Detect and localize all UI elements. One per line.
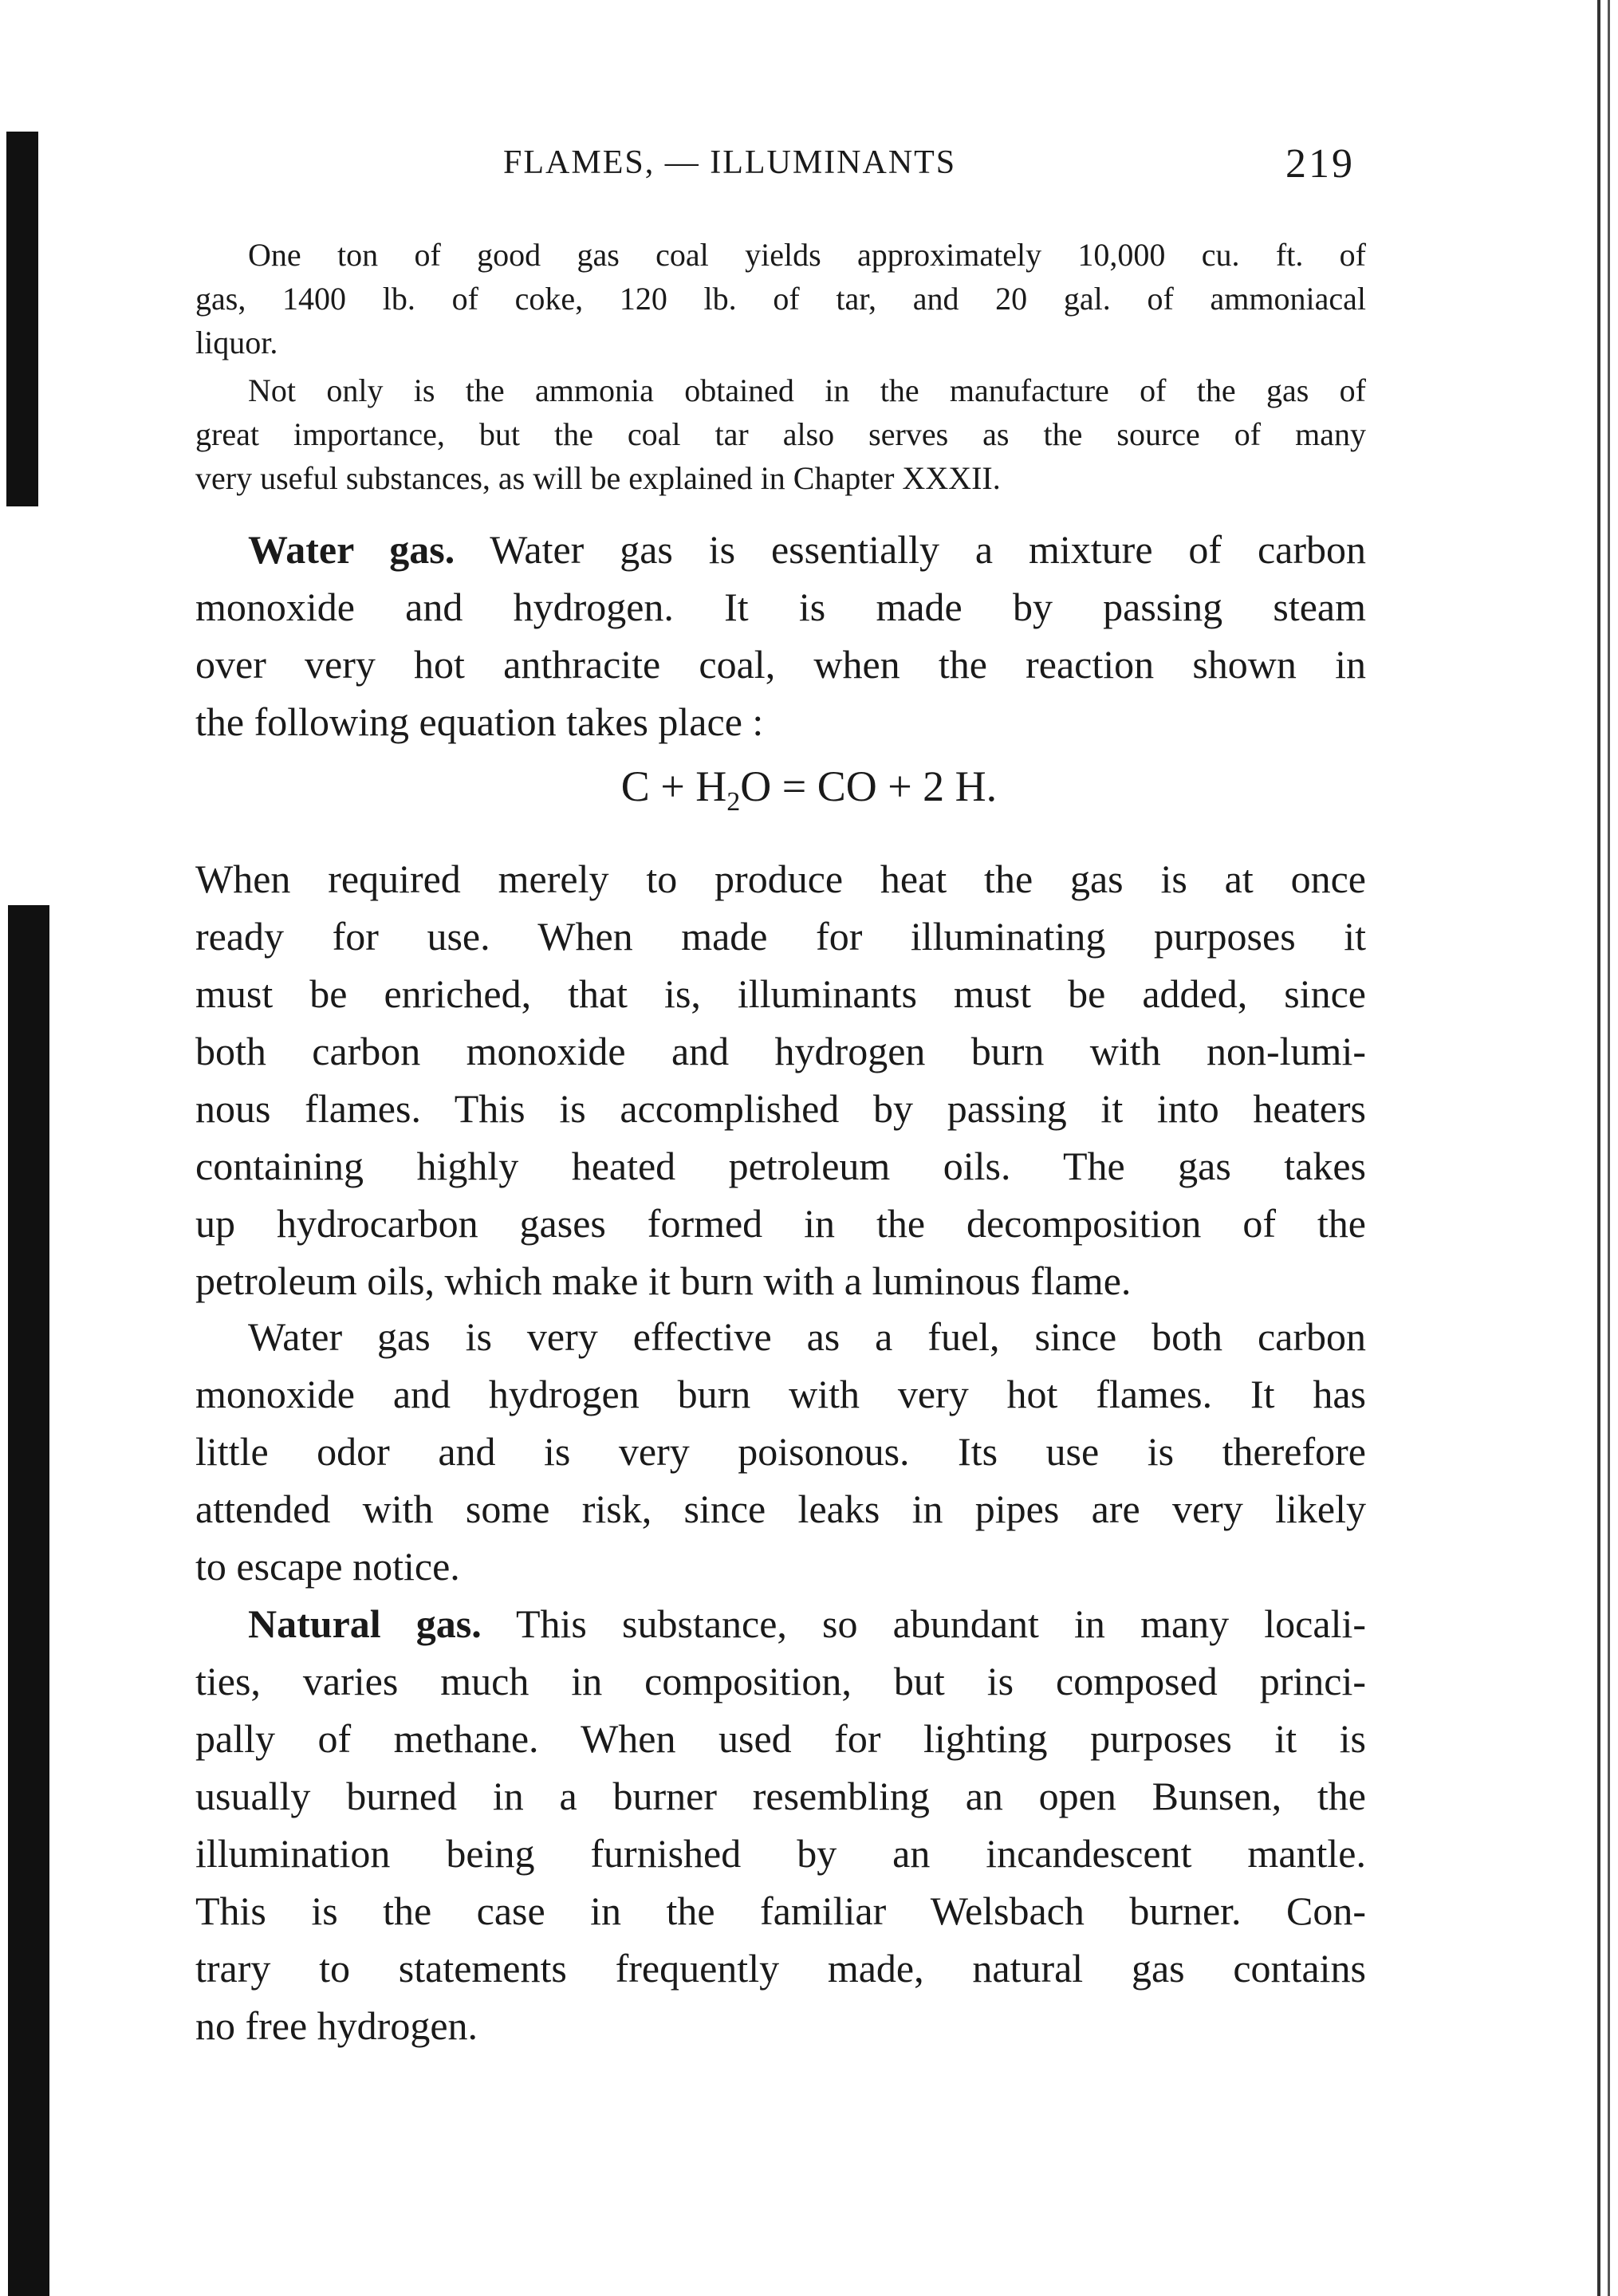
chemical-equation xyxy=(0,762,1618,817)
text-line: little odor and is very poisonous. Its use is therefore xyxy=(195,1429,1366,1474)
text-line: to escape notice. xyxy=(195,1544,460,1589)
text-line: must be enriched, that is, illuminants must be added, since xyxy=(195,971,1366,1016)
text-line: liquor. xyxy=(195,325,278,360)
text-line: up hydrocarbon gases formed in the decomposition of the xyxy=(195,1201,1366,1246)
text-line: When required merely to produce heat the gas is at once xyxy=(195,857,1366,901)
paragraph xyxy=(195,1308,1366,1595)
page-number: 219 xyxy=(1285,141,1355,187)
text-line: containing highly heated petroleum oils. The gas takes xyxy=(195,1144,1366,1188)
text-line: ties, varies much in composition, but is composed princi- xyxy=(195,1659,1366,1703)
scan-margin-shadow xyxy=(8,905,49,2296)
text-line: both carbon monoxide and hydrogen burn with non-lumi- xyxy=(195,1029,1366,1073)
text-line: Water gas is very effective as a fuel, since both carbon xyxy=(248,1314,1366,1359)
text-line: pally of methane. When used for lighting purposes it is xyxy=(195,1716,1366,1761)
running-head: FLAMES, — ILLUMINANTS xyxy=(503,144,957,181)
text-line: Natural gas. This substance, so abundant in many locali- xyxy=(248,1601,1366,1646)
text-line: the following equation takes place : xyxy=(195,699,764,744)
paragraph xyxy=(195,368,1366,500)
run-in-heading: Natural gas. xyxy=(248,1601,482,1646)
text-line: ready for use. When made for illuminating purposes it xyxy=(195,914,1366,959)
paragraph-water-gas xyxy=(195,521,1366,750)
scan-right-edge xyxy=(1608,0,1610,2296)
text-line: no free hydrogen. xyxy=(195,2003,478,2048)
paragraph xyxy=(195,850,1366,1309)
equation-right: O = CO + 2 H. xyxy=(740,762,998,810)
text-line: trary to statements frequently made, natural gas contains xyxy=(195,1946,1366,1991)
text-line: very useful substances, as will be explained in Chapter XXXII. xyxy=(195,460,1001,496)
text-line: One ton of good gas coal yields approximately 10,000 cu. ft. of xyxy=(248,237,1366,273)
text-line: usually burned in a burner resembling an open Bunsen, the xyxy=(195,1774,1366,1818)
text-line: attended with some risk, since leaks in pipes are very likely xyxy=(195,1487,1366,1531)
text-line: This is the case in the familiar Welsbach burner. Con- xyxy=(195,1888,1366,1933)
text-line: great importance, but the coal tar also serves as the source of many xyxy=(195,416,1366,452)
text-line: monoxide and hydrogen burn with very hot flames. It has xyxy=(195,1372,1366,1416)
text-line: petroleum oils, which make it burn with a luminous flame. xyxy=(195,1258,1132,1303)
text-line: over very hot anthracite coal, when the reaction shown in xyxy=(195,642,1366,687)
text-line: monoxide and hydrogen. It is made by passing steam xyxy=(195,585,1366,629)
paragraph xyxy=(195,233,1366,364)
equation-subscript: 2 xyxy=(726,786,741,817)
paragraph-natural-gas xyxy=(195,1595,1366,2054)
run-in-heading: Water gas. xyxy=(248,527,455,572)
text-line: gas, 1400 lb. of coke, 120 lb. of tar, and 20 gal. of ammoniacal xyxy=(195,281,1366,317)
text-line: nous flames. This is accomplished by passing it into heaters xyxy=(195,1086,1366,1131)
scan-right-edge xyxy=(1597,0,1600,2296)
text-line: illumination being furnished by an incandescent mantle. xyxy=(195,1831,1366,1876)
scan-margin-shadow xyxy=(6,132,38,506)
equation-left: C + H xyxy=(620,762,727,810)
text-line: Not only is the ammonia obtained in the manufacture of the gas of xyxy=(248,372,1366,408)
text-line: Water gas. Water gas is essentially a mixture of carbon xyxy=(248,527,1366,572)
